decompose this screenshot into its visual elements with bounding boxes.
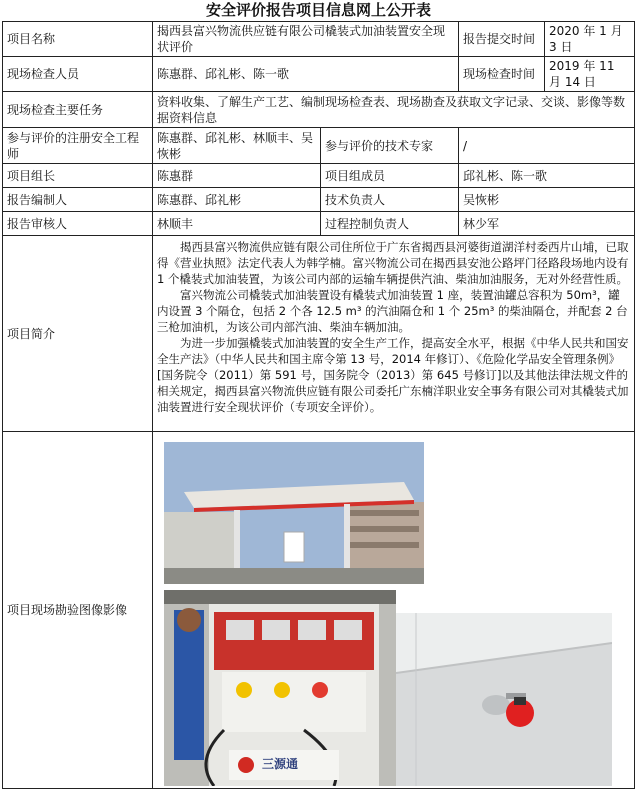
writers-label: 报告编制人 <box>3 188 153 212</box>
intro-paragraph: 为进一步加强橇装式加油装置的安全生产工作，提高安全水平，根据《中华人民共和国安全生产法》（中华人民共和国主席令第 13 号，2014 年修订）、《危险化学品安全管理条例》[国务院令（2011）第 591 号，国务院令（2013）第 645 号修订]以及其他法律法规文件的相关规定，揭西县富兴物流供应链有限公司委托广东楠洋职业安全事务有限公司对其橇装式加油装置进行安全现状评价（专项安全评价）。 <box>157 336 629 414</box>
writers-value: 陈惠群、邱礼彬 <box>153 188 321 212</box>
gas-station-photo <box>164 442 424 584</box>
dispenser-photo <box>164 590 396 786</box>
fire-extinguisher-photo-svg <box>396 613 612 786</box>
intro-paragraph: 富兴物流公司橇装式加油装置设有橇装式加油装置 1 座，装置油罐总容积为 50m³，罐内设置 3 个隔仓，包括 2 个各 12.5 m³ 的汽油隔仓和 1 个 25m³ 的柴油隔仓，并配套 2 台三枪加油机，为该公司内部汽油、柴油车辆加油。 <box>157 288 628 334</box>
intro-text <box>153 236 635 432</box>
tech-lead-value: 吴恢彬 <box>459 188 635 212</box>
inspectors-value: 陈惠群、邱礼彬、陈一歌 <box>153 57 459 92</box>
members-value: 邱礼彬、陈一歌 <box>459 164 635 188</box>
info-table <box>2 21 635 789</box>
inspect-time-label: 现场检查时间 <box>459 57 545 92</box>
process-lead-value: 林少军 <box>459 212 635 236</box>
project-name-label: 项目名称 <box>3 22 153 57</box>
members-label: 项目组成员 <box>321 164 459 188</box>
fire-extinguisher-photo <box>396 613 612 786</box>
photos-cell <box>153 432 635 789</box>
submit-time-value: 2020 年 1 月 3 日 <box>545 22 635 57</box>
inspectors-label: 现场检查人员 <box>3 57 153 92</box>
photos-label: 项目现场勘验图像影像 <box>3 432 153 789</box>
reviewer-value: 林顺丰 <box>153 212 321 236</box>
engineers-value: 陈惠群、邱礼彬、林顺丰、吴恢彬 <box>153 128 321 164</box>
gas-station-photo-svg <box>164 442 424 584</box>
page-title: 安全评价报告项目信息网上公开表 <box>205 1 431 19</box>
tech-lead-label: 技术负责人 <box>321 188 459 212</box>
inspect-time-value: 2019 年 11 月 14 日 <box>545 57 635 92</box>
dispenser-brand-label: 三源通 <box>262 757 299 771</box>
tasks-value: 资料收集、了解生产工艺、编制现场检查表、现场勘查及获取文字记录、交谈、影像等数据资料信息 <box>153 92 635 128</box>
leader-value: 陈惠群 <box>153 164 321 188</box>
tech-experts-label: 参与评价的技术专家 <box>321 128 459 164</box>
intro-paragraph: 揭西县富兴物流供应链有限公司住所位于广东省揭西县河婆街道湖洋村委西片山埔，已取得《营业执照》法定代表人为韩学楠。富兴物流公司在揭西县安池公路坪门径路段场地内设有 1 个橇装式加油装置，为该公司内部的运输车辆提供汽油、柴油加油服务，无对外经营性质。 <box>157 240 629 286</box>
project-name-value: 揭西县富兴物流供应链有限公司橇装式加油装置安全现状评价 <box>153 22 459 57</box>
engineers-label: 参与评价的注册安全工程师 <box>3 128 153 164</box>
intro-label: 项目简介 <box>3 236 153 432</box>
tech-experts-value: / <box>459 128 635 164</box>
tasks-label: 现场检查主要任务 <box>3 92 153 128</box>
leader-label: 项目组长 <box>3 164 153 188</box>
reviewer-label: 报告审核人 <box>3 212 153 236</box>
submit-time-label: 报告提交时间 <box>459 22 545 57</box>
process-lead-label: 过程控制负责人 <box>321 212 459 236</box>
